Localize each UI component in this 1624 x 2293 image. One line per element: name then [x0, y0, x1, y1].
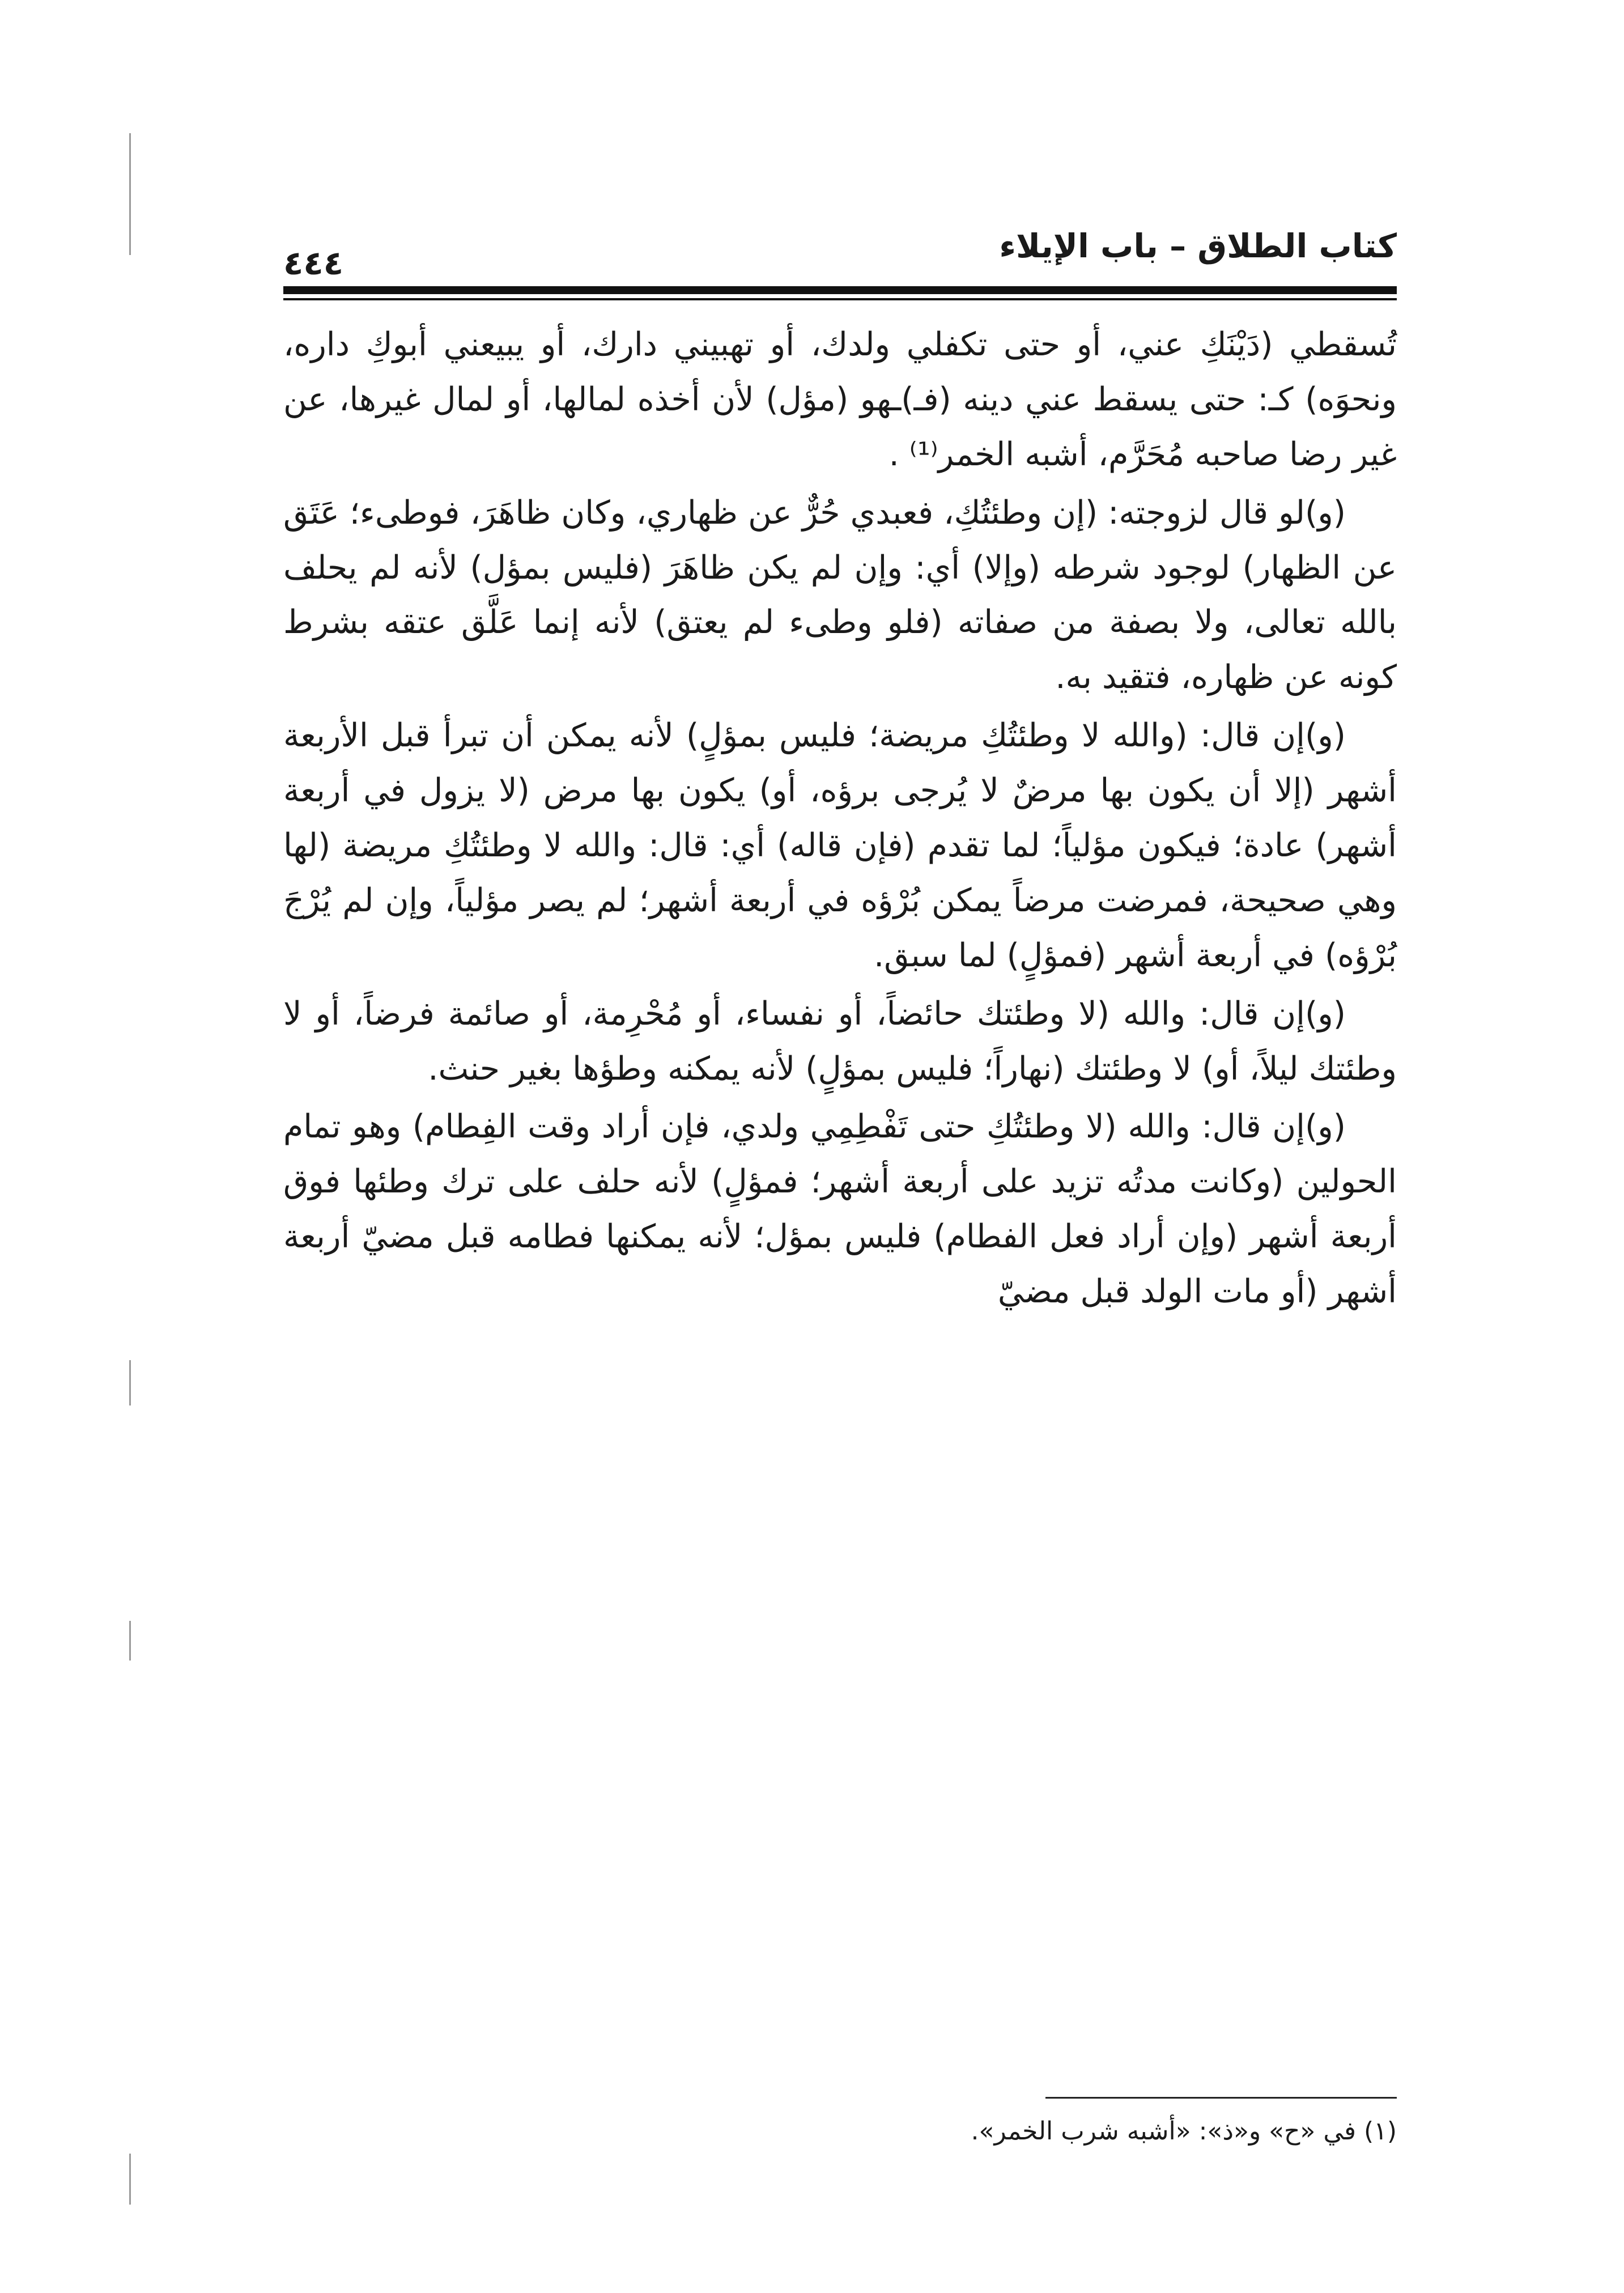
book-page [283, 227, 1397, 2154]
scan-edge-mark [129, 2154, 131, 2205]
body-text [283, 317, 1397, 1323]
footnote-separator [1045, 2097, 1397, 2099]
header-rule-thick [283, 286, 1397, 294]
paragraph: (و)إن قال: والله (لا وطئتُكِ حتى تَفْطِمِي ولدي، فإن أراد وقت الفِطام) وهو تمام الحولين (وكانت مدتُه تزيد على أربعة أشهر؛ فمؤلٍ) لأنه حلف على ترك وطئها فوق أربعة أشهر (وإن أراد فعل الفطام) فليس بمؤل؛ لأنه يمكنها فطامه قبل مضيّ أربعة أشهر (أو مات الولد قبل مضيّ [283, 1108, 1397, 1311]
page-number: ٤٤٤ [283, 244, 344, 282]
paragraph: (و)إن قال: والله (لا وطئتك حائضاً، أو نفساء، أو مُحْرِمة، أو صائمة فرضاً، أو لا وطئتك ليلاً، أو) لا وطئتك (نهاراً؛ فليس بمؤلٍ) لأنه يمكنه وطؤها بغير حنث. [283, 995, 1397, 1088]
paragraph: تُسقطي (دَيْنَكِ عني، أو حتى تكفلي ولدك، أو تهبيني دارك، أو يبيعني أبوكِ داره، ونحوَه) كـ: حتى يسقط عني دينه (فـ)ـهو (مؤل) لأن أخذه لمالها، أو لمال غيرها، عن غير رضا صاحبه مُحَرَّم، أشبه الخمر⁽¹⁾ . [283, 326, 1397, 473]
footnote: (١) في «ح» و«ذ»: «أشبه شرب الخمر». [971, 2117, 1397, 2146]
paragraph: (و)لو قال لزوجته: (إن وطئتُكِ، فعبدي حُرٌّ عن ظهاري، وكان ظاهَرَ، فوطىء؛ عَتَق عن الظهار) لوجود شرطه (وإلا) أي: وإن لم يكن ظاهَرَ (فليس بمؤل) لأنه لم يحلف بالله تعالى، ولا بصفة من صفاته (فلو وطىء لم يعتق) لأنه إنما عَلَّق عتقه بشرط كونه عن ظهاره، فتقيد به. [283, 494, 1397, 697]
scan-edge-mark [129, 1360, 131, 1405]
running-header [283, 227, 1397, 283]
running-title: كتاب الطلاق – باب الإيلاء [999, 227, 1397, 265]
paragraph: (و)إن قال: (والله لا وطئتُكِ مريضة؛ فليس بمؤلٍ) لأنه يمكن أن تبرأ قبل الأربعة أشهر (إلا أن يكون بها مرضٌ لا يُرجى برؤه، أو) يكون بها مرض (لا يزول في أربعة أشهر) عادة؛ فيكون مؤلياً؛ لما تقدم (فإن قاله) أي: قال: والله لا وطئتُكِ مريضة (لها وهي صحيحة، فمرضت مرضاً يمكن بُرْؤه في أربعة أشهر؛ لم يصر مؤلياً، وإن لم يُرْجَ بُرْؤه) في أربعة أشهر (فمؤلٍ) لما سبق. [283, 717, 1397, 974]
header-rule-thin [283, 298, 1397, 300]
scan-edge-mark [129, 1621, 131, 1661]
scan-edge-mark [129, 133, 131, 255]
